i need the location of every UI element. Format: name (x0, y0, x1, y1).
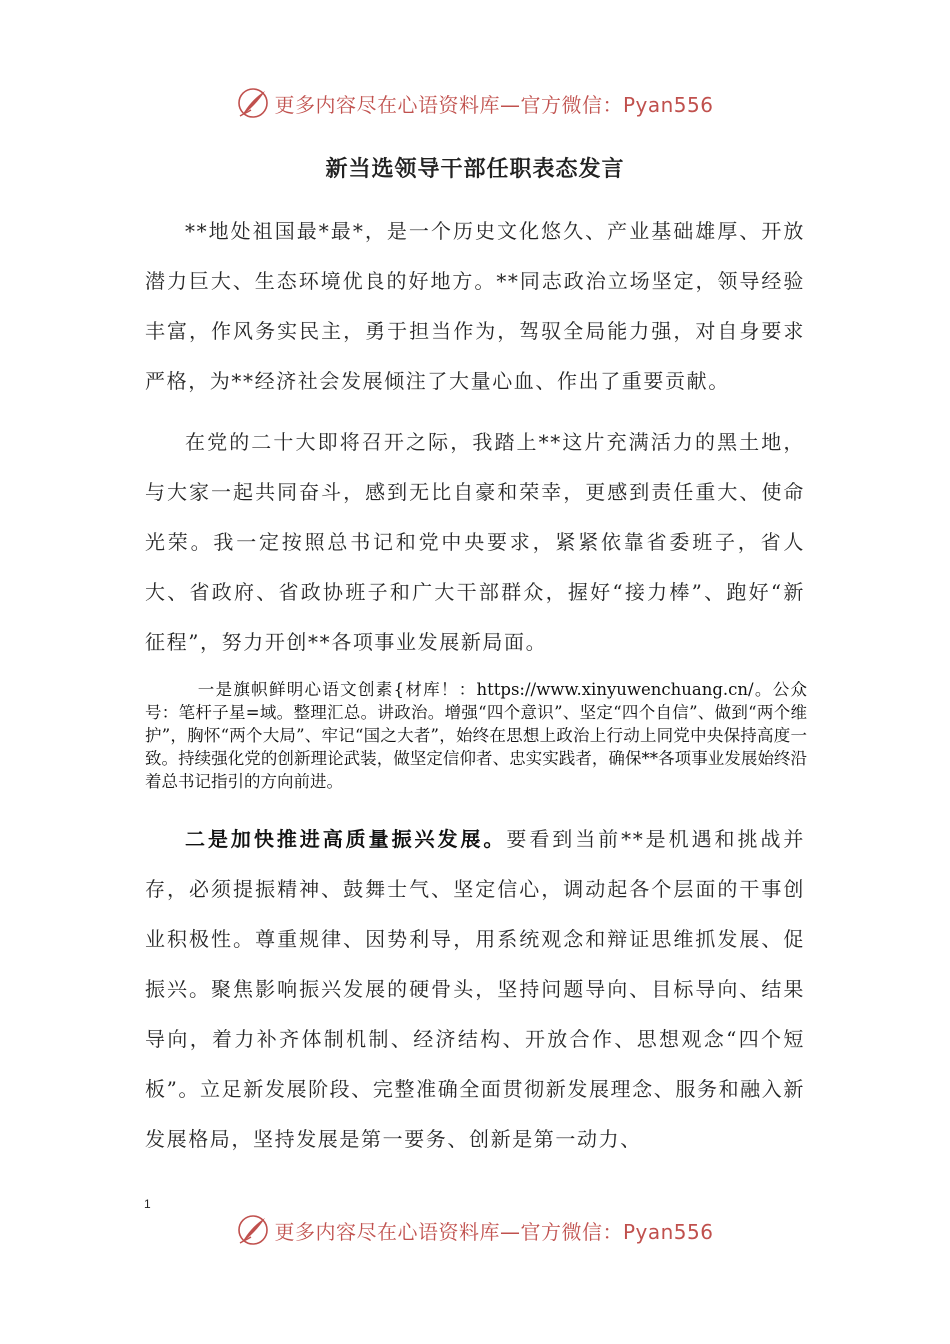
document-title: 新当选领导干部任职表态发言 (325, 157, 625, 182)
quill-pen-logo-icon (236, 1213, 270, 1247)
footer-banner-text: 更多内容尽在心语资料库—官方微信：Pyan556 (274, 1219, 714, 1244)
paragraph-1: **地处祖国最*最*，是一个历史文化悠久、产业基础雄厚、开放潜力巨大、生态环境优良的好地方。**同志政治立场坚定，领导经验丰富，作风务实民主，勇于担当作为，驾驭全局能力强，对自身要求严格，为**经济社会发展倾注了大量心血、作出了重要贡献。 (145, 219, 805, 393)
paragraph-4 (145, 814, 805, 1164)
paragraph-3: 一是旗帜鲜明心语文创素{材库！：https://www.xinyuwenchuang.cn/。公众号：笔杆子星=域。整理汇总。讲政治。增强“四个意识”、坚定“四个自信”、做到“两个维护”，胸怀“两个大局”、牢记“国之大者”，始终在思想上政治上行动上同党中央保持高度一致。持续强化党的创新理论武装，做坚定信仰者、忠实实践者，确保**各项事业发展始终沿着总书记指引的方向前进。 (145, 680, 807, 791)
header-banner-text: 更多内容尽在心语资料库—官方微信：Pyan556 (274, 92, 714, 117)
paragraph-4-body: 要看到当前**是机遇和挑战并存，必须提振精神、鼓舞士气、坚定信心，调动起各个层面的干事创业积极性。尊重规律、因势利导，用系统观念和辩证思维抓发展、促振兴。聚焦影响振兴发展的硬骨头，坚持问题导向、目标导向、结果导向，着力补齐体制机制、经济结构、开放合作、思想观念“四个短板”。立足新发展阶段、完整准确全面贯彻新发展理念、服务和融入新发展格局，坚持发展是第一要务、创新是第一动力、 (145, 827, 805, 1151)
paragraph-2: 在党的二十大即将召开之际，我踏上**这片充满活力的黑土地，与大家一起共同奋斗，感到无比自豪和荣幸，更感到责任重大、使命光荣。我一定按照总书记和党中央要求，紧紧依靠省委班子，省人大、省政府、省政协班子和广大干部群众，握好“接力棒”、跑好“新征程”，努力开创**各项事业发展新局面。 (145, 430, 805, 654)
header-banner (0, 83, 950, 123)
page-number: 1 (144, 1197, 151, 1211)
paragraph-4-lead: 二是加快推进高质量振兴发展。 (185, 827, 507, 851)
footer-banner (0, 1210, 950, 1250)
quill-pen-logo-icon (236, 86, 270, 120)
